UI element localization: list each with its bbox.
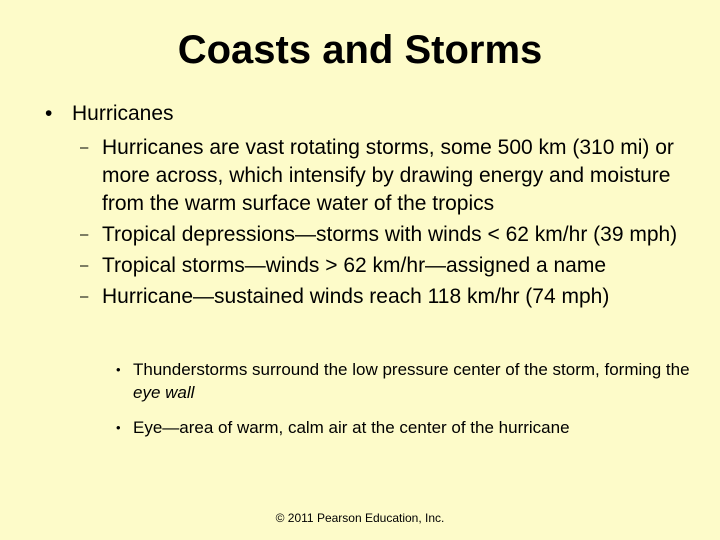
sub-bullet-list [80,134,705,314]
dash-marker: – [80,288,89,305]
sub-bullet-item [80,134,705,218]
sub-bullet-text: Hurricane—sustained winds reach 118 km/hr (74 mph) [102,285,610,308]
detail-bullet-text: Thunderstorms surround the low pressure center of the storm, forming the [133,360,690,379]
bullet-dot: • [45,102,53,125]
bullet-text: Hurricanes [72,102,174,125]
dot-marker: • [116,362,121,377]
detail-bullet-text: Eye—area of warm, calm air at the center of the hurricane [133,418,570,437]
copyright-footer: © 2011 Pearson Education, Inc. [275,511,445,525]
sub-bullet-text: Tropical storms—winds > 62 km/hr—assigned a name [102,254,606,277]
detail-bullet-item [116,416,696,439]
sub-bullet-text: Tropical depressions—storms with winds < 62 km/hr (39 mph) [102,223,678,246]
dot-marker: • [116,420,121,435]
detail-bullet-list [116,358,696,451]
sub-bullet-item [80,221,705,249]
detail-bullet-italic: eye wall [133,383,195,402]
bullet-hurricanes [45,100,174,128]
dash-marker: – [80,226,89,243]
sub-bullet-item [80,283,705,311]
detail-bullet-item [116,358,696,404]
slide-title: Coasts and Storms [177,28,543,72]
sub-bullet-item [80,252,705,280]
sub-bullet-text: Hurricanes are vast rotating storms, some 500 km (310 mi) or more across, which intensify by drawing energy and moisture from the warm surface water of the tropics [102,136,674,215]
dash-marker: – [80,257,89,274]
dash-marker: – [80,139,89,156]
